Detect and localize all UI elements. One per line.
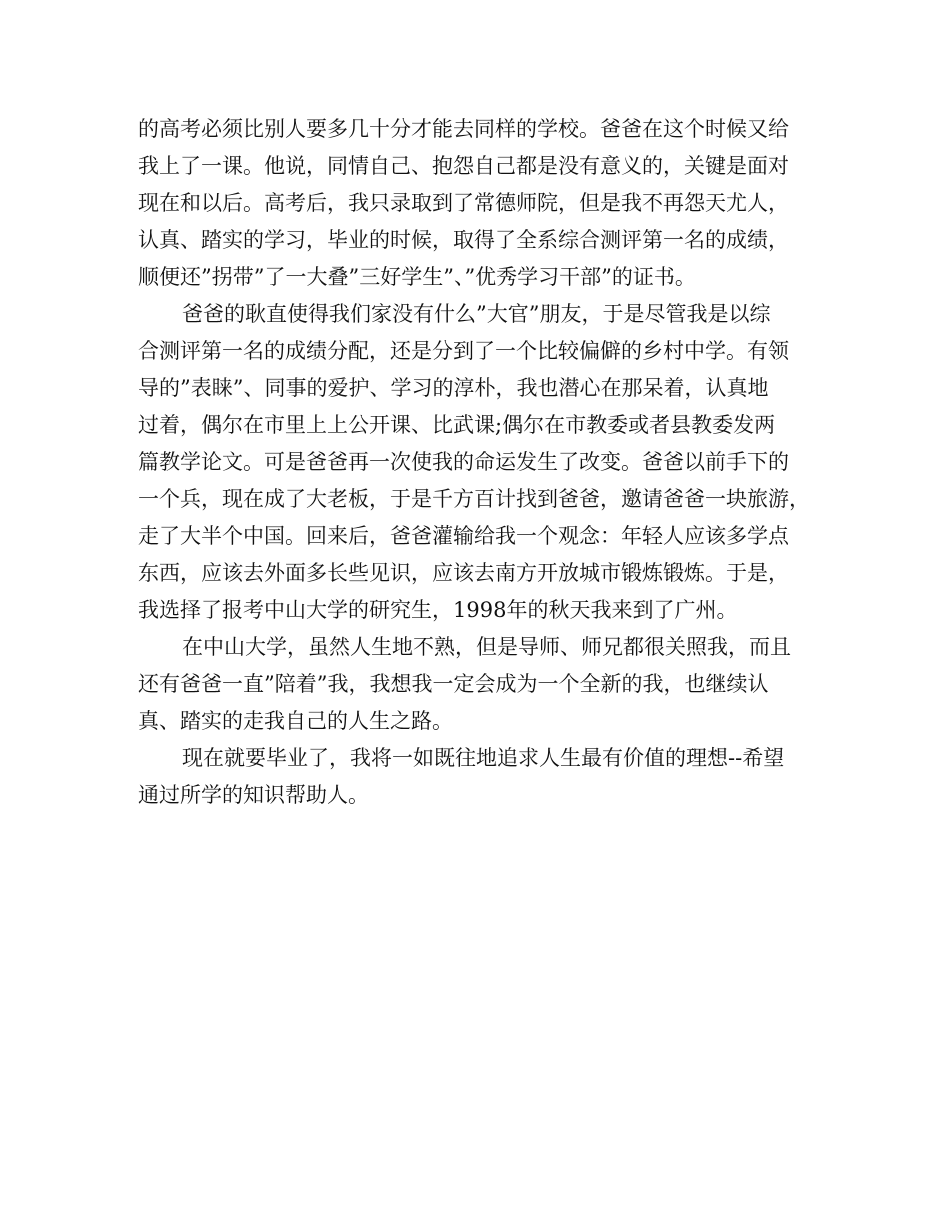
- text-line: 的高考必须比别人要多几十分才能去同样的学校。爸爸在这个时候又给: [138, 117, 789, 141]
- paragraph-first-line: 爸爸的耿直使得我们家没有什么”大官”朋友，于是尽管我是以综: [182, 302, 771, 326]
- text-line: 认真、踏实的学习，毕业的时候，取得了全系综合测评第一名的成绩，: [138, 228, 789, 252]
- text-line: 合测评第一名的成绩分配，还是分到了一个比较偏僻的乡村中学。有领: [138, 339, 789, 363]
- text-line: 我上了一课。他说，同情自己、抱怨自己都是没有意义的，关键是面对: [138, 154, 789, 178]
- paragraph-first-line: 现在就要毕业了，我将一如既往地追求人生最有价值的理想--希望: [182, 746, 785, 770]
- text-line: 一个兵，现在成了大老板，于是千方百计找到爸爸，邀请爸爸一块旅游，: [138, 487, 810, 511]
- text-line: 篇教学论文。可是爸爸再一次使我的命运发生了改变。爸爸以前手下的: [138, 450, 789, 474]
- text-line: 走了大半个中国。回来后，爸爸灌输给我一个观念：年轻人应该多学点: [138, 524, 789, 548]
- text-line: 东西，应该去外面多长些见识，应该去南方开放城市锻炼锻炼。于是，: [138, 561, 789, 585]
- text-line: 还有爸爸一直”陪着”我，我想我一定会成为一个全新的我，也继续认: [138, 672, 769, 696]
- text-line: 现在和以后。高考后，我只录取到了常德师院，但是我不再怨天尤人，: [138, 191, 789, 215]
- text-line: 通过所学的知识帮助人。: [138, 783, 369, 807]
- text-line: 导的”表睐”、同事的爱护、学习的淳朴，我也潜心在那呆着，认真地: [138, 376, 769, 400]
- text-line: 过着，偶尔在市里上上公开课、比武课;偶尔在市教委或者县教委发两: [138, 413, 776, 437]
- paragraph-first-line: 在中山大学，虽然人生地不熟，但是导师、师兄都很关照我，而且: [182, 635, 791, 659]
- text-line: 我选择了报考中山大学的研究生，1998年的秋天我来到了广州。: [138, 598, 738, 622]
- text-line: 真、踏实的走我自己的人生之路。: [138, 709, 453, 733]
- text-line: 顺便还”拐带”了一大叠”三好学生”、”优秀学习干部”的证书。: [138, 265, 696, 289]
- document-body: [138, 111, 830, 814]
